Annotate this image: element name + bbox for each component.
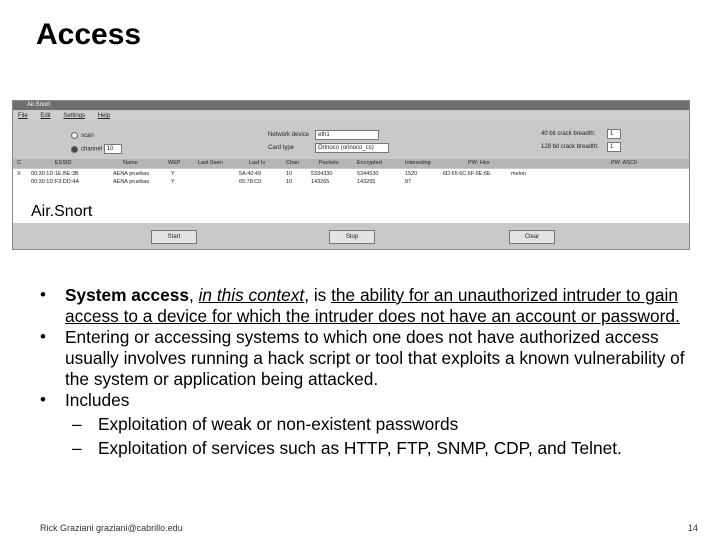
cell: 00:30:1D:1E:BE:3B: [31, 171, 79, 177]
screenshot-caption: Air.Snort: [31, 203, 93, 220]
radio-scan[interactable]: [71, 132, 94, 139]
footer-text: Rick Graziani graziani@cabrillo.edu: [40, 523, 183, 533]
cell: 5334330: [311, 171, 333, 177]
col-c[interactable]: C: [17, 160, 21, 166]
menu-edit[interactable]: Edit: [40, 113, 51, 119]
bullet-list: [40, 285, 710, 459]
cell: melon: [511, 171, 526, 177]
text: ,: [188, 285, 199, 305]
bullet-item: [40, 327, 710, 390]
bullet-text: Entering or accessing systems to which one does not have authorized access usually involves running a hack script or tool that exploits a known vulnerability of the system or application being attacked.: [65, 327, 685, 389]
table-row[interactable]: [13, 171, 689, 179]
col-last-seen[interactable]: Last Seen: [198, 160, 223, 166]
crack-40-label: 40 bit crack breadth:: [541, 131, 596, 137]
col-interesting[interactable]: Interesting: [405, 160, 431, 166]
bullet-item: [40, 285, 710, 327]
col-pw-hex[interactable]: PW: Hex: [468, 160, 490, 166]
bullet-icon: •: [40, 285, 46, 304]
crack-40-input[interactable]: 1: [607, 129, 621, 139]
crack-128-label: 128 bit crack breadth:: [541, 144, 599, 150]
channel-input[interactable]: 10: [104, 144, 122, 154]
airsnort-screenshot: [12, 100, 690, 250]
col-wep[interactable]: WEP: [168, 160, 181, 166]
menu-bar: [13, 111, 689, 121]
menu-help[interactable]: Help: [97, 113, 111, 119]
sub-bullet-item: [40, 414, 710, 435]
controls-panel: [13, 123, 689, 157]
cell: 143265: [311, 179, 330, 185]
bullet-icon: •: [40, 327, 46, 346]
window-title: Air.Snort: [27, 102, 51, 108]
cell: 5344530: [357, 171, 379, 177]
sub-bullet-item: [40, 438, 710, 459]
network-table: [13, 169, 689, 223]
bullet-term: System access: [65, 285, 189, 305]
menu-file[interactable]: File: [18, 113, 28, 119]
cell: 1520: [405, 171, 418, 177]
radio-icon: [71, 132, 78, 139]
start-button[interactable]: Start: [151, 230, 197, 244]
cell: 10: [286, 171, 293, 177]
col-packets[interactable]: Packets: [319, 160, 339, 166]
cell: 10: [286, 179, 293, 185]
cell: 87: [405, 179, 412, 185]
radio-icon: [71, 146, 78, 153]
cell: 6D:65:6C:6F:6E:6E: [443, 171, 491, 177]
dash-icon: –: [72, 414, 82, 434]
sub-bullet-text: Exploitation of services such as HTTP, FTP, SNMP, CDP, and Telnet.: [98, 438, 622, 458]
bullet-icon: •: [40, 390, 46, 409]
cell: 143265: [357, 179, 376, 185]
col-pw-ascii[interactable]: PW: ASCII: [611, 160, 637, 166]
cell: X: [17, 171, 21, 177]
table-row[interactable]: [13, 179, 689, 187]
stop-button[interactable]: Stop: [329, 230, 375, 244]
cell: 00:30:1D:F3:DD:4A: [31, 179, 79, 185]
clear-button[interactable]: Clear: [509, 230, 555, 244]
radio-channel[interactable]: [71, 144, 122, 154]
col-essid[interactable]: ESSID: [55, 160, 72, 166]
bullet-text: Includes: [65, 390, 130, 410]
card-type-select[interactable]: Orinoco (orinoco_cs): [315, 143, 389, 153]
cell: Y: [171, 171, 175, 177]
slide-title: Access: [36, 18, 142, 51]
menu-settings[interactable]: Settings: [63, 113, 86, 119]
sub-bullet-text: Exploitation of weak or non-existent passwords: [98, 414, 459, 434]
cell: 5A:40:49: [239, 171, 262, 177]
bullet-context: in this context: [198, 285, 305, 305]
window-titlebar: [13, 101, 689, 110]
page-number: 14: [687, 523, 698, 533]
cell: 65:78:C0: [239, 179, 262, 185]
network-device-field[interactable]: eth1: [315, 130, 379, 140]
radio-channel-label: channel: [81, 146, 103, 153]
dash-icon: –: [72, 438, 82, 458]
table-header: [13, 159, 689, 168]
bullet-item: [40, 390, 710, 411]
col-last-iv[interactable]: Last Iv: [249, 160, 266, 166]
bullet-definition: the ability for an unauthorized intruder to gain access to a device for which the intruder does not have an account or password.: [65, 285, 680, 326]
col-encrypted[interactable]: Encrypted: [357, 160, 382, 166]
cell: Y: [171, 179, 175, 185]
cell: AENA pruebas: [113, 171, 150, 177]
card-type-label: Card type: [268, 145, 295, 151]
network-device-label: Network device: [268, 132, 310, 138]
col-name[interactable]: Name: [123, 160, 138, 166]
cell: AENA pruebas: [113, 179, 150, 185]
col-chan[interactable]: Chan: [286, 160, 300, 166]
crack-128-input[interactable]: 1: [607, 142, 621, 152]
radio-scan-label: scan: [81, 133, 94, 140]
text: , is: [304, 285, 332, 305]
